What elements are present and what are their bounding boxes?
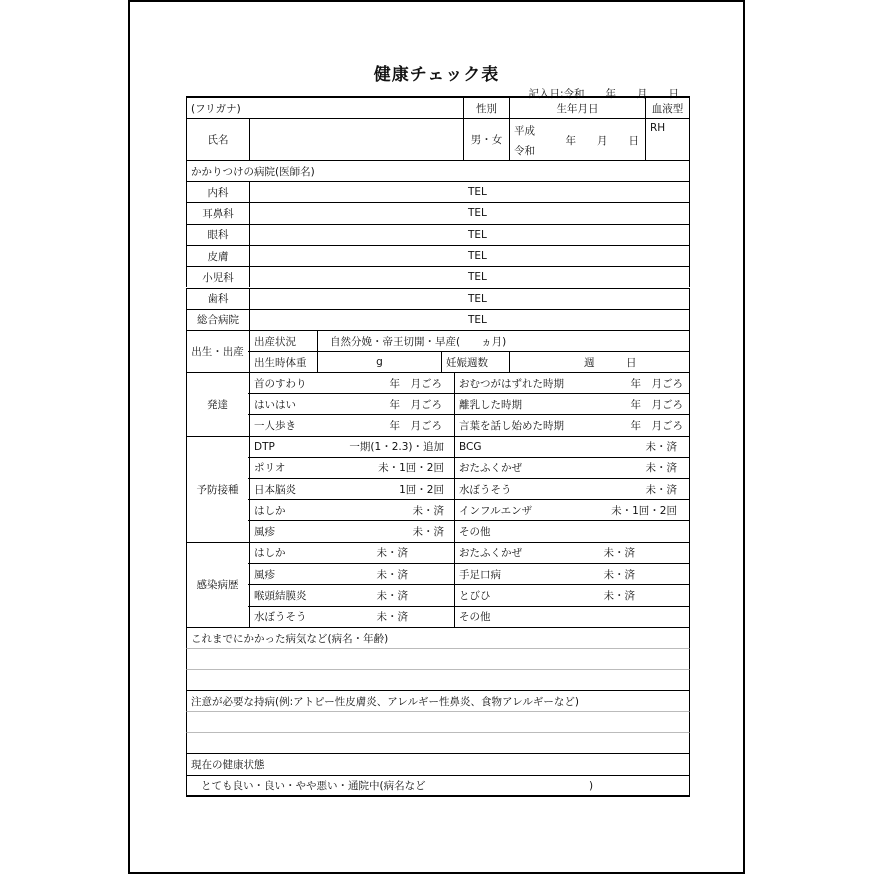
development-item-value-right[interactable]: 年 月ごろ	[630, 377, 683, 390]
hospital-dept-label: 皮膚	[207, 250, 229, 263]
vaccination-item-label-right: インフルエンザ	[454, 500, 689, 520]
infection-row	[186, 584, 690, 605]
sex-options[interactable]: 男・女	[463, 119, 509, 160]
form-title: 健康チェック表	[373, 65, 500, 85]
hospital-dept-label: 耳鼻科	[202, 207, 234, 220]
vaccination-item-label-right: その他	[454, 521, 689, 541]
infection-item-value[interactable]: 未・済	[376, 547, 408, 560]
infection-row	[186, 542, 690, 563]
development-item-label: はいはい	[249, 394, 454, 414]
current-options-row	[186, 775, 690, 797]
rh-field[interactable]: RH	[645, 119, 689, 160]
infection-item-value[interactable]: 未・済	[376, 568, 408, 581]
birth-section-label: 出生・出産	[186, 331, 248, 372]
hospital-row	[186, 245, 690, 266]
current-close-paren: )	[589, 779, 594, 792]
infection-item-label: 風疹	[249, 564, 454, 584]
past-illness-heading-row	[186, 627, 690, 648]
infection-item-label-right: とびひ	[454, 585, 689, 605]
infection-row	[186, 606, 690, 627]
hospital-tel-field[interactable]: TEL	[249, 182, 689, 202]
development-item-label-right: 言葉を話し始めた時期	[454, 415, 689, 435]
vaccination-item-value[interactable]: 未・1回・2回	[378, 462, 444, 475]
vaccination-section-label: 予防接種	[186, 437, 248, 542]
hospital-row	[186, 224, 690, 245]
hospital-tel-field[interactable]: TEL	[249, 267, 689, 287]
hospital-row	[186, 309, 690, 330]
hospital-tel-field[interactable]: TEL	[249, 225, 689, 245]
name-row	[186, 118, 690, 160]
development-item-label-right: おむつがはずれた時期	[454, 373, 689, 393]
vaccination-item-value-right[interactable]: 未・済	[645, 441, 677, 454]
development-item-label-right: 離乳した時期	[454, 394, 689, 414]
era-heisei: 平成	[514, 125, 535, 137]
development-row	[186, 372, 690, 393]
vaccination-item-value[interactable]: 一期(1・2.3)・追加	[349, 441, 444, 454]
chronic-line-1[interactable]	[186, 711, 690, 732]
hospital-tel-field[interactable]: TEL	[249, 289, 689, 309]
record-date: 記入日:令和 年 月 日	[528, 88, 679, 100]
hospital-dept-label: 眼科	[207, 229, 229, 242]
hospital-heading-row	[186, 160, 690, 181]
hospital-tel-field[interactable]: TEL	[249, 246, 689, 266]
birth-status-value[interactable]: 自然分娩・帝王切開・早産( ヵ月)	[317, 331, 689, 351]
infection-item-label: はしか	[249, 543, 454, 563]
infection-item-value[interactable]: 未・済	[376, 611, 408, 624]
vaccination-item-label-right: 水ぼうそう	[454, 479, 689, 499]
development-item-value[interactable]: 年 月ごろ	[389, 377, 442, 390]
development-row	[186, 393, 690, 414]
hospital-dept-label: 内科	[207, 186, 229, 199]
era-reiwa: 令和	[514, 145, 535, 157]
sex-label: 性別	[463, 98, 509, 118]
pregnancy-weeks-label: 妊娠週数	[441, 352, 509, 372]
name-label: 氏名	[207, 134, 229, 146]
vaccination-row	[186, 520, 690, 541]
furigana-label: (フリガナ)	[191, 102, 241, 115]
infection-item-value-right[interactable]: 未・済	[603, 568, 635, 581]
vaccination-item-label-right: おたふくかぜ	[454, 458, 689, 478]
development-item-label: 首のすわり	[249, 373, 454, 393]
hospital-dept-label: 小児科	[202, 271, 234, 284]
vaccination-row	[186, 478, 690, 499]
infection-item-value-right[interactable]: 未・済	[603, 589, 635, 602]
vaccination-item-value[interactable]: 未・済	[412, 504, 444, 517]
development-section-label: 発達	[186, 373, 248, 436]
vaccination-row	[186, 436, 690, 457]
vaccination-item-label-right: BCG	[454, 437, 689, 457]
chronic-heading: 注意が必要な持病(例:アトピー性皮膚炎、アレルギー性鼻炎、食物アレルギーなど)	[191, 695, 579, 708]
development-item-value[interactable]: 年 月ごろ	[389, 398, 442, 411]
birth-status-label: 出産状況	[249, 331, 317, 351]
hospital-heading: かかりつけの病院(医師名)	[191, 165, 315, 178]
development-item-value-right[interactable]: 年 月ごろ	[630, 419, 683, 432]
hospital-dept-label: 歯科	[207, 293, 229, 306]
infection-item-label: 喉頭結膜炎	[249, 585, 454, 605]
hospital-row	[186, 202, 690, 223]
vaccination-item-label: DTP	[249, 437, 454, 457]
blood-type-label: 血液型	[645, 98, 689, 118]
development-item-value[interactable]: 年 月ごろ	[389, 419, 442, 432]
infection-item-label-right: おたふくかぜ	[454, 543, 689, 563]
development-item-value-right[interactable]: 年 月ごろ	[630, 398, 683, 411]
infection-item-value-right[interactable]: 未・済	[603, 547, 635, 560]
chronic-line-2[interactable]	[186, 732, 690, 753]
infection-row	[186, 563, 690, 584]
infection-item-value-right[interactable]	[454, 607, 689, 627]
current-options[interactable]: とても良い・良い・やや悪い・通院中(病名など	[201, 780, 426, 792]
pregnancy-weeks-unit[interactable]: 週 日	[509, 352, 689, 372]
birth-date-field[interactable]	[509, 119, 645, 160]
hospital-row	[186, 288, 690, 309]
vaccination-item-value-right[interactable]: 未・1回・2回	[611, 504, 677, 517]
birth-weight-unit[interactable]: g	[317, 352, 441, 372]
birth-weight-label: 出生時体重	[249, 352, 317, 372]
vaccination-item-label: 風疹	[249, 521, 454, 541]
past-illness-line-2[interactable]	[186, 669, 690, 690]
vaccination-item-label: ポリオ	[249, 458, 454, 478]
birth-ymd: 年 月 日	[565, 135, 639, 147]
birth-date-label: 生年月日	[509, 98, 645, 118]
infection-section-label: 感染病歴	[186, 543, 248, 627]
development-item-label: 一人歩き	[249, 415, 454, 435]
past-illness-heading: これまでにかかった病気など(病名・年齢)	[191, 632, 389, 645]
vaccination-item-value-right[interactable]: 未・済	[645, 483, 677, 496]
hospital-row	[186, 181, 690, 202]
chronic-heading-row	[186, 690, 690, 711]
current-heading-row	[186, 753, 690, 775]
infection-item-value[interactable]: 未・済	[376, 589, 408, 602]
infection-item-label-right: 手足口病	[454, 564, 689, 584]
current-heading: 現在の健康状態	[191, 759, 265, 771]
vaccination-item-value[interactable]: 1回・2回	[399, 483, 444, 496]
vaccination-item-label: はしか	[249, 500, 454, 520]
hospital-dept-label: 総合病院	[197, 314, 239, 327]
infection-item-label-right: その他	[454, 607, 689, 627]
vaccination-row	[186, 457, 690, 478]
hospital-tel-field[interactable]: TEL	[249, 203, 689, 223]
birth-status-row	[186, 330, 690, 351]
infection-item-label: 水ぼうそう	[249, 607, 454, 627]
birth-weight-row	[186, 351, 690, 372]
hospital-tel-field[interactable]: TEL	[249, 310, 689, 330]
vaccination-item-value[interactable]: 未・済	[412, 525, 444, 538]
vaccination-item-value-right[interactable]	[454, 521, 689, 541]
past-illness-line-1[interactable]	[186, 648, 690, 669]
hospital-row	[186, 266, 690, 287]
vaccination-item-value-right[interactable]: 未・済	[645, 462, 677, 475]
vaccination-item-label: 日本脳炎	[249, 479, 454, 499]
name-field[interactable]	[249, 119, 463, 160]
development-row	[186, 414, 690, 435]
header-row	[186, 96, 690, 118]
vaccination-row	[186, 499, 690, 520]
